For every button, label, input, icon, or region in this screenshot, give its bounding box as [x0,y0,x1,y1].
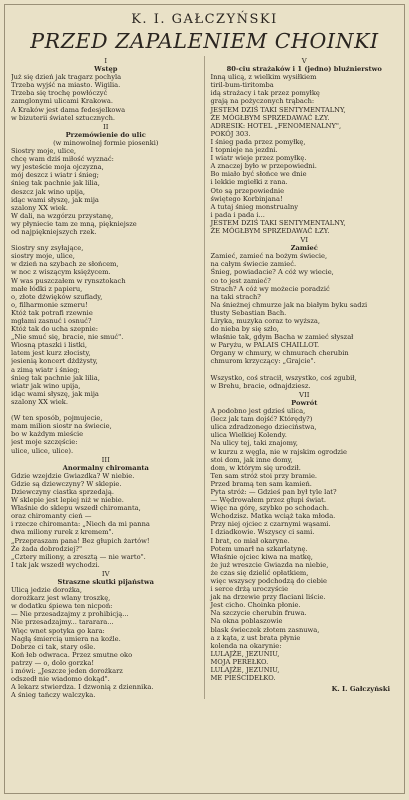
poem-line: Przed bramą ten sam kamień. [210,479,312,488]
poem-line: I topnieje na jezdni. [210,146,278,155]
poem-line: Więc wnet spotyka go kara: [11,626,105,635]
poem-line: Oto są przepowiednie [210,186,285,195]
section-number: II [103,122,109,131]
poem-line: grają na pożyczonych trąbach: [210,97,315,106]
poem-line: W was puszczałem w rynsztokach [11,276,126,285]
poem-line: A znaczej było w przepowiedni. [210,162,317,171]
poem-line: właśnie tak, gdym Bacha w zamieć słyszał [210,333,354,342]
poem-line: MOJA PEREŁKO. [210,657,269,666]
poem-title: PRZED ZAPALENIEM CHOINKI [30,29,379,53]
section-title: Zamieć [290,244,318,253]
poem-line: „Nie smuć się, bracie, nie smuć". [11,333,124,342]
poem-line: Organy w chmury, w chmurach cherubin [210,349,349,358]
poem-line: ulica zdradzonego dzieciństwa, [210,423,317,432]
poem-line: ulice, ulice, ulice). [11,446,74,455]
section-number: I [104,57,108,65]
poem-line: (W ten sposób, pojmujecie, [11,414,103,423]
poem-line: Inną ulicą, z wielkim wysiłkiem [210,73,317,82]
poem-line: latem jest kurz złocisty, [11,349,91,358]
poem-line: oraz chiromanty cień — [11,512,92,521]
poem-line: tiril-bum-tiritomba [210,81,274,90]
poem-line: Bo miało być słońce we dnie [210,170,307,179]
poem-line: Na szczycie cherubin fruwa. [210,609,307,618]
poem-line: tłusty Sebastian Bach. [210,308,287,317]
poem-columns [11,56,398,699]
author-signature: K. I. Gałczyński [331,685,390,694]
poem-line: co to jest zamieć? [210,276,271,285]
poem-line: ŻE MÓGŁBYM SPRZEDAWAĆ ŁZY. [210,226,330,235]
poem-line: w Paryżu, w PALAIS CHAILLOT. [210,341,320,350]
poem-article [4,4,405,794]
poem-line: „Cztery miliony, a zresztą — nie warto". [11,552,146,561]
poem-line: Właśnie ojciec kiwa na matkę, [210,552,313,561]
section-title: Straszne skutki pijaństwa [57,578,154,586]
poem-line: w Brehu, bracie, odnajdziesz. [210,381,311,390]
section-number: VI [300,236,309,245]
poem-line: ME PIEŚCIDEŁKO. [210,674,276,683]
poem-line: I brat, co miał okaryne. [210,536,290,545]
poem-line [11,236,201,244]
poem-line: chmurom krzyczący: „Grajcie". [210,357,316,366]
poem-line: odszedł nie wiadomo dokąd". [11,675,110,684]
poem-line: blask świeczek złotem zasnuwa, [210,625,320,634]
section-title: Powrót [291,398,318,407]
poem-line: A lekarz stwierdza. I dzwonią z dziennika. [11,683,154,692]
poem-line: Przy niej ojciec z czarnymi wąsami. [210,520,331,529]
poem-line: Jest cicho. Choinka płonie. [210,601,301,610]
poem-line: chcę wam dziś miłość wyznać: [11,155,114,164]
poem-line: Że żada dobrodziej?" [11,544,83,553]
poem-line: „Przepraszam pana! Bez głupich żartów! [11,536,150,545]
left-column [11,56,205,699]
poem-line: Dobrze ci tak, stary ośle. [11,642,96,651]
poem-line: Ulicą jedzie dorożka, [11,586,83,595]
poem-line: POKÓJ 303. [210,129,251,138]
poem-line: Nagłą śmiercią umiera na koźle. [11,634,121,643]
poem-line: że czas się dzielić opłatkiem, [210,568,309,577]
poem-line: o, filharmonie szmeru! [11,300,88,309]
poem-line: A tutaj śnieg monstrualny [210,202,299,211]
poem-line: Właśnie do sklepu wszedł chiromanta, [11,504,141,513]
poem-line: deszcz jak wino upija, [11,187,86,196]
poem-line: I tak jak wszedł wychodzi. [11,560,100,569]
poem-line: mój deszcz i wiatr i śnieg; [11,171,99,180]
poem-line: patrzy — o, dolo gorzka! [11,658,95,667]
poem-line: wy płyniecie tam ze mną, piękniejsze [11,219,137,228]
poem-line: (lecz jak tam dojść? Którędy?) [210,415,313,424]
poem-line: bo w każdym mieście [11,430,84,439]
poem-line: jesienią koncert dżdżysty, [11,357,98,366]
poem-line: wiatr jak wino upija, [11,381,81,390]
poem-line: Siostry sny zsyłające, [11,244,84,253]
poem-line: siostry moje, ulice, [11,252,75,261]
poem-line: śnieg tak pachnie jak lilia, [11,373,100,382]
poem-line: A śnieg tańczy walczyka. [11,691,96,700]
poem-line: i mówi: „Jeszcze jeden dorożkarz [11,667,123,676]
poem-line: Któż tak potrafi rzewnie [11,308,93,317]
poem-line: na całym świecie zamieć. [210,260,297,269]
poem-line: — Wędrowałem przez głupi świat. [210,496,326,505]
poem-line: LULAJŻE, JEZUNIU, [210,649,280,658]
poem-line: wy jesteście moja ojczyzna, [11,163,104,172]
poem-line: mgłami zasnuć i osnuć? [11,317,92,325]
poem-line: jak na drzewie przy flaciani liście. [210,593,326,602]
poem-line: Potem umarł na szkarlatynę. [210,544,308,553]
poem-line: w dodatku śpiewa ten nicpoń: [11,602,113,611]
poem-line: Pyta stróż: — Gdzieś pan był tyle lat? [210,487,337,496]
poem-line: idą strażacy i tak przez pomyłkę [210,89,320,98]
poem-line: a z kąta, z ust brata płynie [210,633,301,642]
poem-line: śnieg tak pachnie jak lilia, [11,179,100,188]
poem-line: idąc wami słyszę, jak mija [11,389,99,398]
poem-line: I śnieg pada przez pomyłkę, [210,137,306,146]
poem-line: że już wreszcie Gwiazda na niebie, [210,560,329,569]
poem-line: LULAJŻE, JEZUNIU, [210,666,280,675]
poem-line: Siostry moje, ulice, [11,147,77,156]
poem-line: dom, w którym się urodził. [210,463,301,472]
poem-line: — Nie przesadzajmy z prohibicją... [11,610,129,619]
poem-line: na taki strach? [210,292,261,301]
poem-line: JESTEM DZIŚ TAKI SENTYMENTALNY, [210,105,346,114]
right-column [205,56,399,699]
section-number: V [301,57,307,65]
poem-line: i lekkie mgiełki z rana. [210,178,288,187]
poem-line: i rzecze chiromanta: „Niech da mi panna [11,520,150,529]
poem-line: Wchodzisz. Matka wciąż taka młoda. [210,512,336,521]
section-note: (w minowolnej formie piosenki) [53,138,159,147]
author-name: K. I. GAŁCZYŃSKI [131,12,278,27]
poem-line: więc wszyscy podchodzą do ciebie [210,577,327,585]
section-title: Wstęp [94,65,118,74]
poem-line: Wiosną ptaszki i listki, [11,341,87,350]
poem-line: kolenda na okarynie: [210,641,282,650]
poem-line: o, złote dźwięków szuflady, [11,292,103,301]
poem-line: mam milion siostr na świecie, [11,422,112,431]
poem-line: Któż tak do ucha szepnie: [11,325,98,334]
poem-line: ŻE MÓGŁBYM SPRZEDAWAĆ ŁZY. [210,113,330,122]
poem-line [211,366,399,374]
poem-line: Na okna poblaszowie [210,617,283,626]
poem-line: Trzeba wyjść na miasto. Wigilia. [11,81,121,90]
poem-line: Nie przesadzajmy... tararara... [11,618,114,627]
poem-line: JESTEM DZIŚ TAKI SENTYMENTALNY, [210,218,346,227]
poem-line: Więc na górę, szybko po schodach. [210,504,329,513]
poem-line: Trzeba się trochę powłóczyć [11,89,108,98]
poem-line: Ten sam stróż stoi przy bramie. [210,471,318,480]
poem-line: I wiatr wieje przez pomyłkę. [210,154,307,163]
section-title: Anormalny chiromanta [62,463,149,472]
poem-line: szalony XX wiek. [11,397,68,406]
poem-line [11,406,201,414]
poem-line: a zimą wiatr i śnieg; [11,365,80,374]
poem-line: dorożkarz jest wlany troszkę, [11,594,111,603]
section-title: Przemówienie do ulic [65,130,146,139]
poem-line: W sklepie jest lepiej niż w niebie. [11,496,124,505]
poem-line: Dziewczyny ciastka sprzedają. [11,487,114,496]
section-number: III [101,455,110,464]
poem-line: ulica Wielkiej Kolendy. [210,431,287,440]
poem-line: w noc z wiszącym księżycem. [11,268,111,277]
poem-line: Wszystko, coś stracił, wszystko, coś zgubił, [210,373,357,382]
poem-line: Strach? A cóż wy możecie poradzić [210,284,330,293]
poem-line: świętego Korbinjana! [210,194,283,203]
poem-line: jest moje szczęście: [11,438,78,447]
poem-line: i serce drżą uroczyście [210,585,289,594]
poem-line: Śnieg, powiadacie? A cóż wy wiecie, [210,268,334,277]
section-title: 80-ciu strażaków i 1 (jedno) bluźnierstwo [226,65,382,74]
poem-line: idąc wami słyszę, jak mija [11,195,99,204]
poem-line: stoi dom, jak inne domy, [210,455,293,464]
poem-line: w dzień na szybach ze słońcem, [11,260,119,269]
poem-line: Koń łeb odwraca. Przez smutne oko [11,650,133,659]
poem-line: A Kraków jest dama fedesjelkowa [11,105,126,114]
poem-line: w bizuterii światel sztucznych. [11,113,116,122]
poem-line: Liryka, muzyka coraz to wyższa, [210,317,320,325]
section-number: IV [101,569,110,578]
poem-line: A podobno jest gdzieś ulica, [210,407,306,416]
poem-line: dwa miliony rurek z kremem". [11,528,114,537]
poem-line: Zamieć, zamieć na bożym świecie, [210,252,328,261]
poem-line: W dali, na wzgórzu przystanę, [11,211,114,220]
poem-line: szalony XX wiek. [11,203,68,212]
poem-line: Na ulicy tej, taki znajomy, [210,439,298,448]
poem-line: od najpiękniejszych rzek. [11,227,97,236]
poem-line: zamglonymi ulicami Krakowa. [11,97,114,106]
poem-line: w kurzu z węgla, nie w rajskim ogrodzie [210,447,348,456]
poem-line: i pada i pada i... [210,210,265,219]
poem-line: Już się dzień jak tragarz pochyla [11,73,122,82]
poem-line: Gdzie są dziewczyny? W sklepie. [11,479,122,488]
section-number: VII [299,390,310,399]
poem-line: Na śnieżnej chmurze jak na białym byku sadzi [210,300,368,309]
poem-line: ADRESIK: HOTEL „FENOMENALNY", [210,121,342,130]
poem-line: I dziadkowie. Wszyscy ci sami. [210,528,315,537]
poem-line: małe łódki z papieru, [11,284,83,293]
poem-line: Gdzie wzejdzie Gwiazdka? W niebie. [11,471,135,480]
poem-line: do nieba by się szło, [210,325,279,334]
